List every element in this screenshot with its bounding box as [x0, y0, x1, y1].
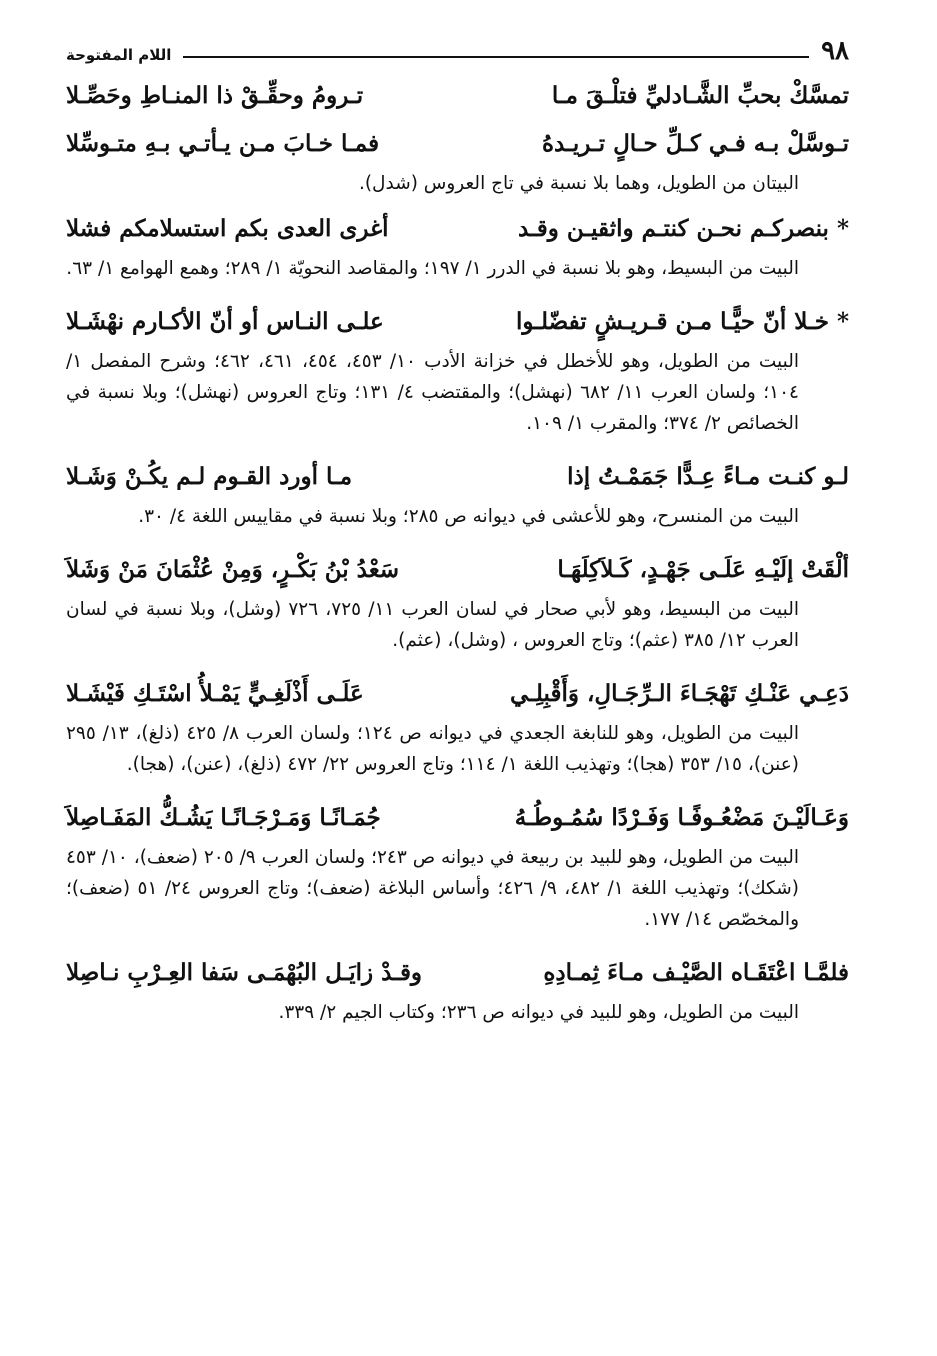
footnote-text: البيت من المنسرح، وهو للأعشى في ديوانه ص ٢٨٥؛ وبلا نسبة في مقاييس اللغة ٤/ ٣٠.	[138, 506, 799, 527]
verse-second-hemistich: عَلَـى أَذْلَغِـيٍّ يَمْـلأُ اسْتَـكِ فَيْشَـلا	[66, 680, 364, 707]
verse-first-hemistich: دَعِـي عَنْـكِ تَهْجَـاءَ الـرِّجَـالِ، وَأَقْبِلِـي	[510, 680, 849, 707]
verse-line	[66, 298, 849, 346]
verse-second-hemistich: سَعْدُ بْنُ بَكْـرٍ، وَمِنْ عُثْمَانَ مَنْ وَشَلاَ	[66, 556, 400, 583]
entries	[66, 72, 849, 1028]
running-title: اللام المفتوحة	[66, 46, 172, 64]
footnote-text: البيت من البسيط، وهو بلا نسبة في الدرر ١/ ١٩٧؛ والمقاصد النحويّة ١/ ٢٨٩؛ وهمع الهوامع ١/ ٦٣.	[66, 258, 799, 279]
entry	[66, 205, 849, 284]
verse-line	[66, 72, 849, 120]
verse-first-hemistich: * خـلا أنّ حيًّـا مـن قـريـشٍ تفضّلـوا	[516, 308, 849, 335]
entry	[66, 794, 849, 935]
verse-line	[66, 120, 849, 168]
footnote-text: البيت من الطويل، وهو للبيد في ديوانه ص ٢٣٦؛ وكتاب الجيم ٢/ ٣٣٩.	[278, 1002, 799, 1023]
verse-first-hemistich: لـو كنـت مـاءً عِـدًّا جَمَمْـتُ إذا	[567, 463, 849, 490]
entry	[66, 298, 849, 439]
verse-first-hemistich: تـوسَّلْ بـه فـي كـلِّ حـالٍ تـريـدهُ	[542, 130, 849, 157]
verse-line	[66, 949, 849, 997]
verse-line	[66, 546, 849, 594]
verse-second-hemistich: وقـدْ زايَـل البُهْمَـى سَفا العِـرْبِ نـاصِلا	[66, 959, 423, 986]
footnote-text: البيت من الطويل، وهو للأخطل في خزانة الأدب ١٠/ ٤٥٣، ٤٥٤، ٤٦١، ٤٦٢؛ وشرح المفصل ١/ ١٠٤؛ ولسان العرب ١١/ ٦٨٢ (نهشل)؛ والمقتضب ٤/ ١٣١؛ وتاج العروس (نهشل)؛ وبلا نسبة في الخصائص ٢/ ٣٧٤؛ والمقرب ١/ ١٠٩.	[66, 351, 799, 434]
verse-second-hemistich: علـى النـاس أو أنّ الأكـارم نهْشَـلا	[66, 308, 384, 335]
verse-line	[66, 794, 849, 842]
verse-line	[66, 670, 849, 718]
verse-first-hemistich: ألْقَتْ إلَيْـهِ عَلَـى جَهْـدٍ، كَـلاَكِلَهَـا	[557, 556, 849, 583]
verse-first-hemistich: * بنصركـم نحـن كنتـم واثقيـن وقـد	[517, 215, 849, 242]
verse-first-hemistich: فلمَّـا اعْتَقَـاه الصَّيْـف مـاءَ ثِمـادِهِ	[543, 959, 849, 986]
entry	[66, 72, 849, 199]
verse-first-hemistich: تمسَّكْ بحبِّ الشَّـادليِّ فتلْـقَ مـا	[551, 82, 849, 109]
verse-second-hemistich: فمـا خـابَ مـن يـأتـي بـهِ متـوسِّلا	[66, 130, 380, 157]
page-header	[66, 28, 849, 64]
footnote-text: البيت من الطويل، وهو للنابغة الجعدي في ديوانه ص ١٢٤؛ ولسان العرب ٨/ ٤٢٥ (ذلغ)، ١٣/ ٢٩٥ (عنن)، ١٥/ ٣٥٣ (هجا)؛ وتهذيب اللغة ١/ ١١٤؛ وتاج العروس ٢٢/ ٤٧٢ (ذلغ)، (عنن)، (هجا).	[66, 723, 800, 775]
verse-line	[66, 453, 849, 501]
entry	[66, 670, 849, 780]
verse-second-hemistich: أغرى العدى بكم استسلامكم فشلا	[66, 215, 389, 242]
verse-line	[66, 205, 849, 253]
header-rule	[183, 56, 809, 58]
footnote-text: البيتان من الطويل، وهما بلا نسبة في تاج العروس (شدل).	[358, 173, 799, 194]
entry	[66, 949, 849, 1028]
page-number: ٩٨	[821, 36, 849, 66]
verse-second-hemistich: جُمَـانًـا وَمَـرْجَـانًـا يَشُـكُّ المَفَـاصِلاَ	[66, 804, 381, 831]
footnote-text: البيت من البسيط، وهو لأبي صحار في لسان العرب ١١/ ٧٢٥، ٧٢٦ (وشل)، وبلا نسبة في لسان العرب ١٢/ ٣٨٥ (عثم)؛ وتاج العروس ، (وشل)، (عثم).	[66, 599, 799, 651]
verse-second-hemistich: مـا أورد القـوم لـم يكُـنْ وَشَـلا	[66, 463, 353, 490]
verse-first-hemistich: وَعَـالَيْـنَ مَضْعُـوفًـا وَفَـرْدًا سُمُـوطُـهُ	[514, 804, 849, 831]
entry	[66, 453, 849, 532]
verse-second-hemistich: تـرومُ وحقِّـقْ ذا المنـاطِ وحَصِّـلا	[66, 82, 364, 109]
entry	[66, 546, 849, 656]
footnote-text: البيت من الطويل، وهو للبيد بن ربيعة في ديوانه ص ٢٤٣؛ ولسان العرب ٩/ ٢٠٥ (ضعف)، ١٠/ ٤٥٣ (شكك)؛ وتهذيب اللغة ١/ ٤٨٢، ٩/ ٤٢٦؛ وأساس البلاغة (ضعف)؛ وتاج العروس ٢٤/ ٥١ (ضعف)؛ والمخصّص ١٤/ ١٧٧.	[66, 847, 799, 930]
